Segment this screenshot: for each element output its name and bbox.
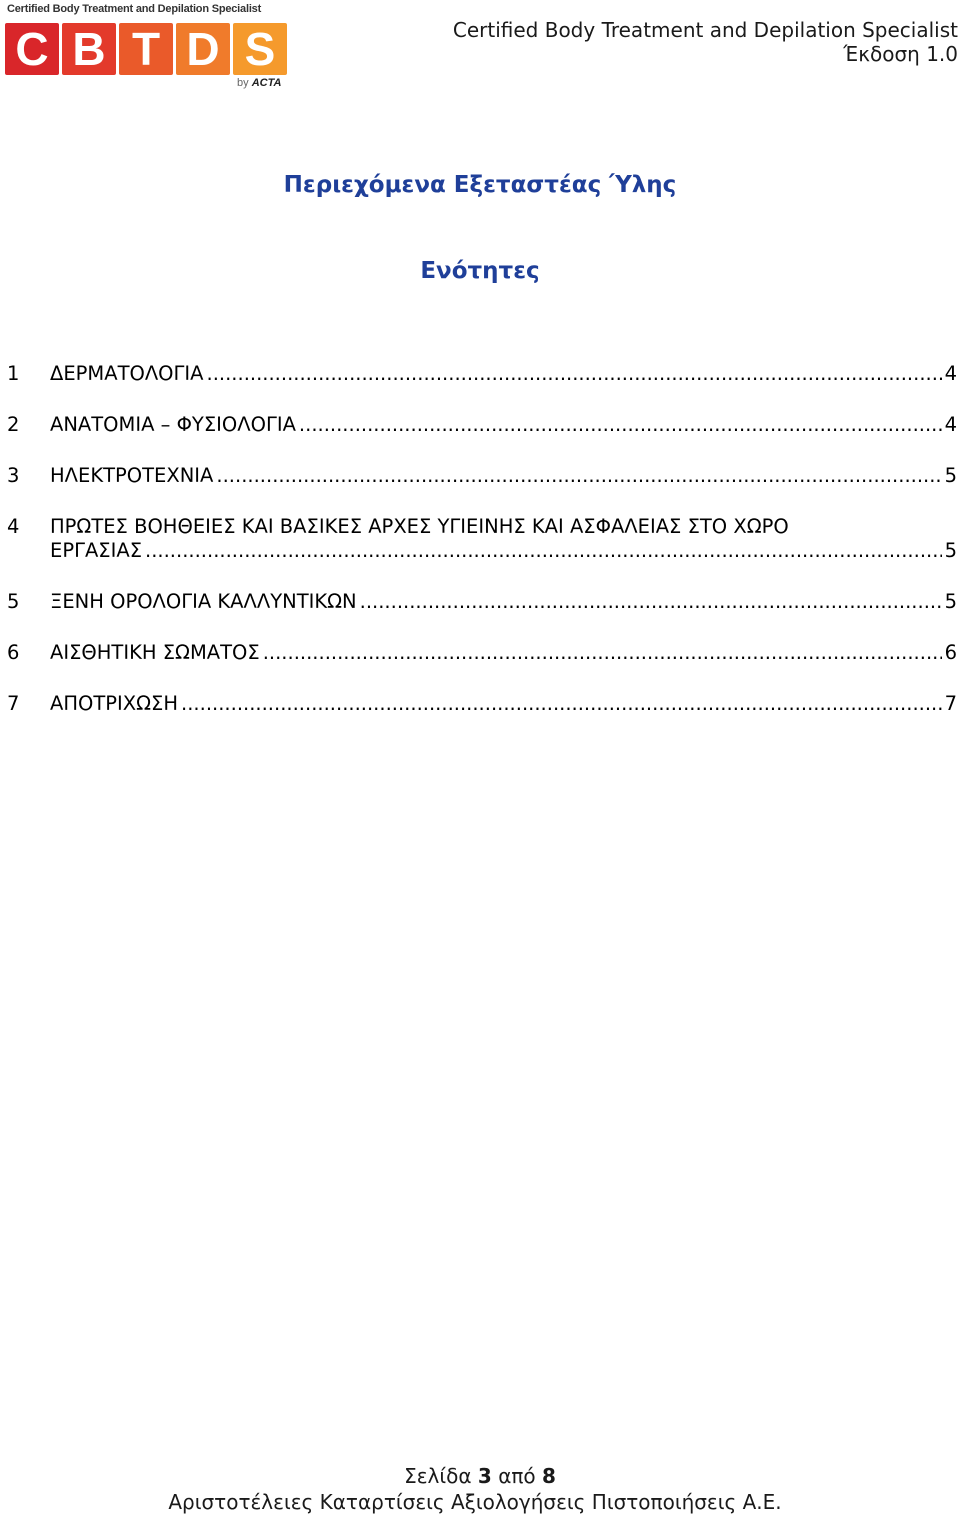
toc-page[interactable]: 7 (944, 692, 957, 715)
logo-letter-d: D (176, 23, 230, 75)
toc-label[interactable]: ΑΝΑΤΟΜΙΑ – ΦΥΣΙΟΛΟΓΙΑ (50, 413, 296, 436)
page-current: 3 (477, 1464, 492, 1488)
cbtds-logo (5, 3, 295, 93)
toc-entry[interactable] (7, 464, 957, 488)
toc-entry[interactable] (7, 413, 957, 437)
page-total: 8 (542, 1464, 556, 1488)
toc-leader (181, 692, 942, 716)
toc-entry[interactable] (7, 692, 957, 716)
logo-by-prefix: by (237, 77, 249, 89)
toc-number: 1 (7, 362, 20, 385)
toc-label[interactable]: ΗΛΕΚΤΡΟΤΕΧΝΙΑ (50, 464, 214, 487)
toc-number: 5 (7, 590, 20, 613)
toc-leader (299, 413, 942, 437)
table-of-contents (7, 362, 957, 743)
toc-leader (263, 641, 942, 665)
toc-label[interactable]: ΔΕΡΜΑΤΟΛΟΓΙΑ (50, 362, 204, 385)
toc-number: 7 (7, 692, 20, 715)
toc-page[interactable]: 5 (944, 539, 957, 562)
toc-label[interactable]: ΑΠΟΤΡΙΧΩΣΗ (50, 692, 179, 715)
logo-letters (5, 23, 287, 75)
toc-page[interactable]: 6 (944, 641, 957, 664)
toc-leader (145, 539, 942, 563)
toc-leader (216, 464, 941, 488)
logo-letter-b: B (62, 23, 116, 75)
section-heading: Ενότητες (420, 258, 540, 284)
toc-number: 2 (7, 413, 20, 436)
logo-byline (237, 77, 281, 89)
toc-number: 3 (7, 464, 20, 487)
toc-number: 4 (7, 515, 20, 538)
page-prefix: Σελίδα (404, 1464, 472, 1488)
toc-label[interactable]: ΞΕΝΗ ΟΡΟΛΟΓΙΑ ΚΑΛΛΥΝΤΙΚΩΝ (50, 590, 357, 613)
document-header (453, 18, 958, 66)
toc-label[interactable]: ΑΙΣΘΗΤΙΚΗ ΣΩΜΑΤΟΣ (50, 641, 260, 664)
page-title: Περιεχόμενα Εξεταστέας Ύλης (283, 172, 677, 198)
toc-label-line1[interactable]: ΠΡΩΤΕΣ ΒΟΗΘΕΙΕΣ ΚΑΙ ΒΑΣΙΚΕΣ ΑΡΧΕΣ ΥΓΙΕΙΝΗΣ ΚΑΙ ΑΣΦΑΛΕΙΑΣ ΣΤΟ ΧΩΡΟ (50, 515, 789, 538)
toc-entry[interactable] (7, 590, 957, 614)
logo-letter-c: C (5, 23, 59, 75)
toc-entry[interactable] (7, 641, 957, 665)
logo-tagline: Certified Body Treatment and Depilation Specialist (7, 3, 262, 15)
document-title: Certified Body Treatment and Depilation Specialist (452, 18, 958, 42)
toc-page[interactable]: 5 (944, 464, 957, 487)
toc-page[interactable]: 5 (944, 590, 957, 613)
toc-entry[interactable] (7, 362, 957, 386)
toc-leader (207, 362, 942, 386)
organization-name: Αριστοτέλειες Καταρτίσεις Αξιολογήσεις Πιστοποιήσεις Α.Ε. (168, 1490, 782, 1514)
toc-label-line2[interactable]: ΕΡΓΑΣΙΑΣ (50, 539, 143, 562)
toc-number: 6 (7, 641, 20, 664)
toc-entry[interactable] (7, 515, 957, 563)
page-counter (0, 1463, 960, 1489)
logo-letter-s: S (233, 23, 287, 75)
document-version: Έκδοση 1.0 (843, 42, 958, 66)
logo-letter-t: T (119, 23, 173, 75)
toc-leader (360, 590, 942, 614)
toc-page[interactable]: 4 (944, 413, 957, 436)
toc-page[interactable]: 4 (944, 362, 957, 385)
page-separator: από (498, 1464, 536, 1488)
logo-brand: ACTA (251, 77, 282, 89)
page-footer (0, 1463, 960, 1515)
